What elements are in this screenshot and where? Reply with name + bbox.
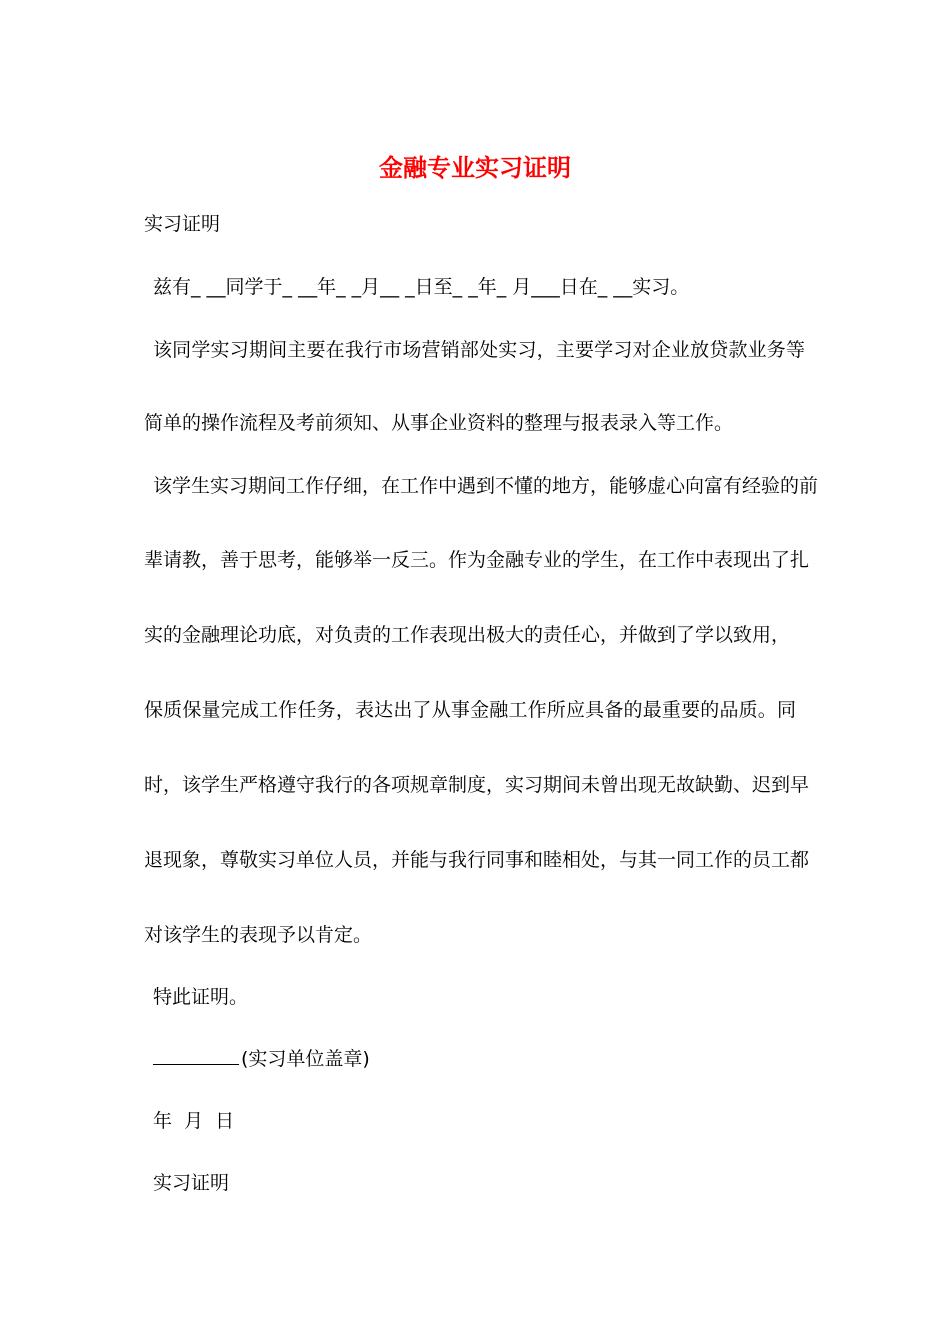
body-line-2: 简单的操作流程及考前须知、从事企业资料的整理与报表录入等工作。: [144, 412, 734, 434]
body-line-8: 退现象，尊敬实习单位人员，并能与我行同事和睦相处，与其一同工作的员工都: [144, 849, 810, 871]
heading: 实习证明: [144, 213, 221, 235]
footer-heading: 实习证明: [153, 1172, 230, 1194]
body-line-1: 该同学实习期间主要在我行市场营销部处实习，主要学习对企业放贷款业务等: [153, 339, 805, 361]
stamp-blank: [153, 1048, 239, 1065]
body-line-6: 保质保量完成工作任务，表达出了从事金融工作所应具备的最重要的品质。同: [144, 699, 796, 721]
body-line-3: 该学生实习期间工作仔细，在工作中遇到不懂的地方，能够虚心向富有经验的前: [153, 475, 819, 497]
body-line-5: 实的金融理论功底，对负责的工作表现出极大的责任心，并做到了学以致用，: [144, 624, 791, 646]
body-line-7: 时，该学生严格遵守我行的各项规章制度，实习期间未曾出现无故缺勤、迟到早: [144, 774, 810, 796]
closing-line: 特此证明。: [153, 986, 249, 1008]
date-line: 年 月 日: [153, 1110, 235, 1132]
stamp-label: (实习单位盖章): [241, 1048, 370, 1070]
document-title: 金融专业实习证明: [379, 153, 571, 182]
body-line-4: 辈请教，善于思考，能够举一反三。作为金融专业的学生，在工作中表现出了扎: [144, 549, 810, 571]
stamp-line: [153, 1046, 370, 1072]
intro-line: 兹有_ __同学于_ __年_ _月__ _日至_ _年_ 月___日在_ __实习。: [153, 276, 690, 298]
body-line-9: 对该学生的表现予以肯定。: [144, 924, 373, 946]
